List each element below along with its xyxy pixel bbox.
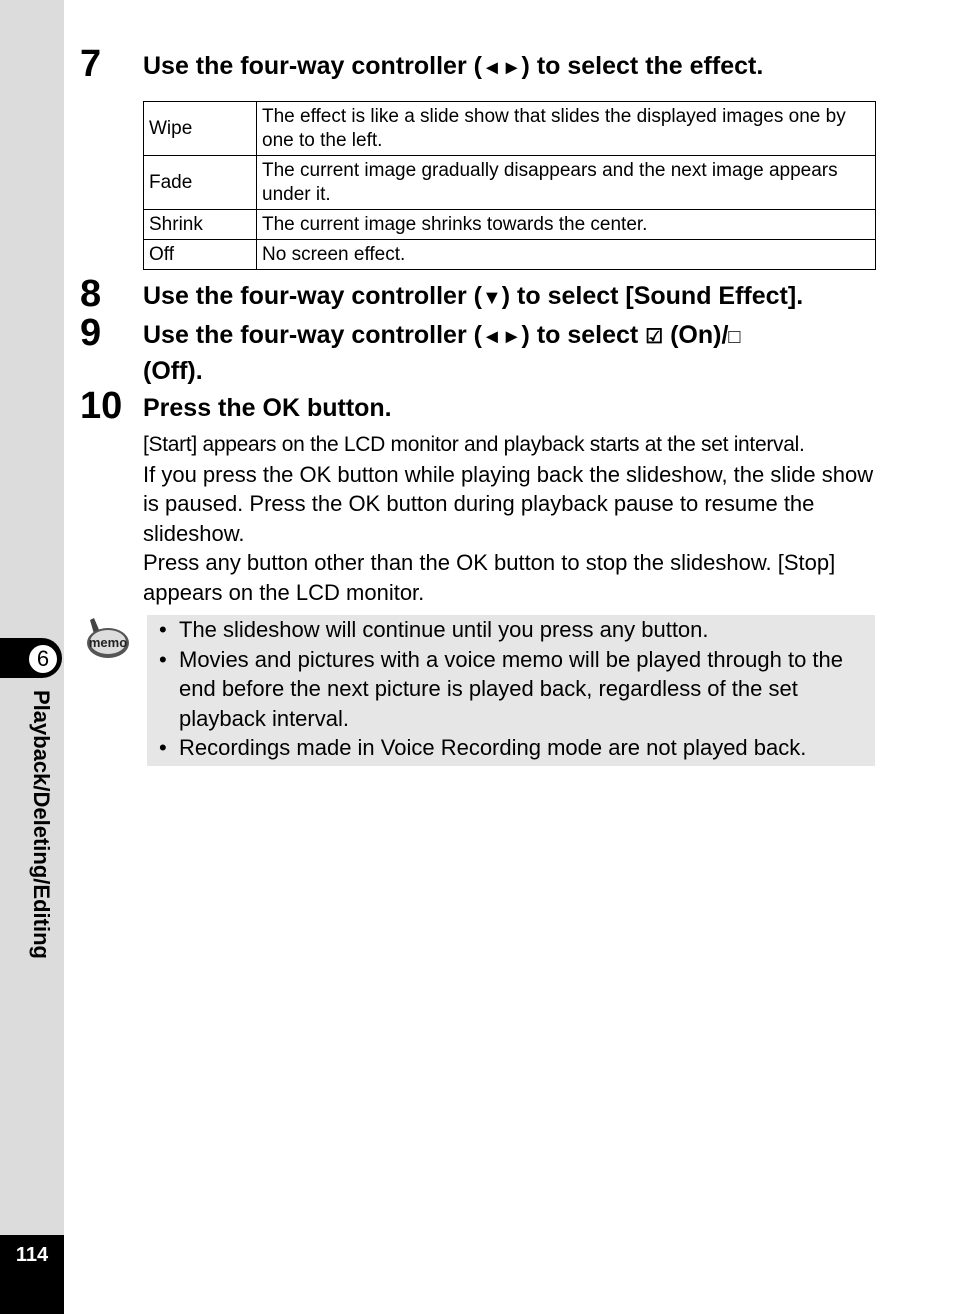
memo-icon	[80, 618, 130, 667]
table-row	[144, 210, 876, 240]
list-item: • Movies and pictures with a voice memo will be played through to the end before the next picture is played back, regardless of the set playback interval.	[159, 646, 844, 731]
checkbox-empty-icon: □	[728, 326, 741, 348]
left-right-arrows-icon: ◄►	[481, 326, 522, 348]
paragraph: [Start] appears on the LCD monitor and playback starts at the set interval.	[143, 433, 805, 456]
chapter-number: 6	[27, 643, 59, 675]
page-number: 114	[15, 1244, 49, 1266]
step-7-heading: Use the four-way controller (◄►) to select the effect.	[143, 52, 764, 80]
table-row	[144, 102, 876, 156]
chapter-title: Playback/Deleting/Editing	[29, 690, 54, 959]
paragraph: Press any button other than the OK button to stop the slideshow. [Stop] appears on the LCD monitor.	[143, 550, 836, 605]
paragraph: If you press the OK button while playing back the slideshow, the slide show is paused. Press the OK button during playback pause to resume the slideshow.	[143, 461, 874, 546]
step-10-heading: Press the OK button.	[143, 394, 392, 422]
step-7-number: 7	[80, 43, 102, 85]
checkbox-checked-icon: ☑	[645, 326, 664, 348]
step-8-number: 8	[80, 273, 102, 315]
table-row	[144, 240, 876, 270]
table-row	[144, 156, 876, 210]
effect-description: The current image gradually disappears and the next image appears under it.	[257, 156, 876, 210]
effect-name: Wipe	[144, 102, 257, 156]
memo-list	[159, 615, 871, 763]
down-arrow-icon: ▼	[481, 287, 502, 309]
effect-description: The effect is like a slide show that slides the displayed images one by one to the left.	[257, 102, 876, 156]
effect-description: No screen effect.	[257, 240, 876, 270]
list-item: • Recordings made in Voice Recording mode are not played back.	[159, 735, 807, 760]
effect-name: Shrink	[144, 210, 257, 240]
list-item: • The slideshow will continue until you press any button.	[159, 617, 709, 642]
memo-box	[147, 615, 875, 766]
step-9-number: 9	[80, 312, 102, 354]
effect-name: Fade	[144, 156, 257, 210]
effects-table	[143, 101, 876, 270]
effect-name: Off	[144, 240, 257, 270]
step-9-heading: Use the four-way controller (◄►) to select ☑ (On)/□ (Off).	[143, 321, 741, 385]
step-10-number: 10	[80, 385, 123, 427]
step-8-heading: Use the four-way controller (▼) to select [Sound Effect].	[143, 282, 804, 310]
left-right-arrows-icon: ◄►	[481, 57, 522, 79]
step-10-description	[143, 430, 883, 607]
effect-description: The current image shrinks towards the center.	[257, 210, 876, 240]
svg-text:memo: memo	[88, 635, 128, 650]
